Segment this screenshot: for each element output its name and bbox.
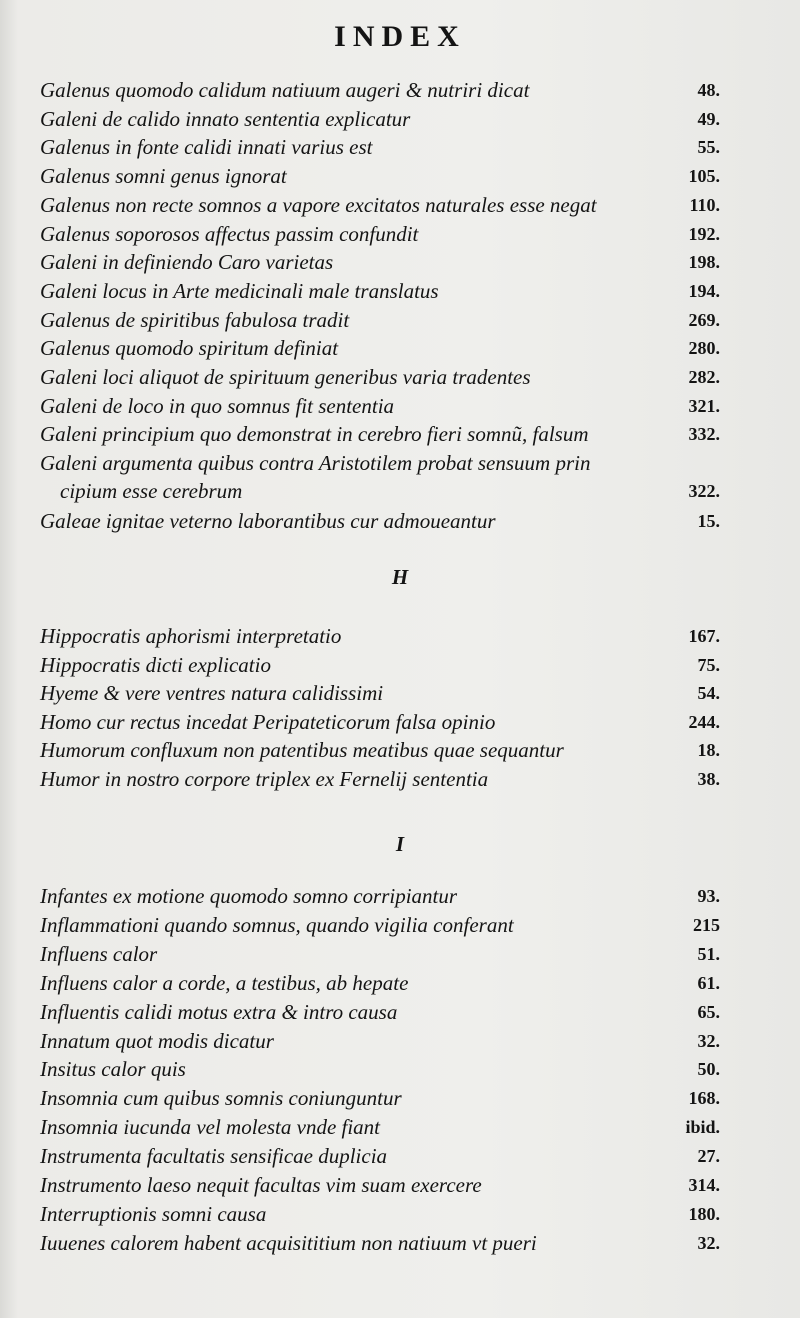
index-entry <box>40 392 720 420</box>
entry-page-number: 54. <box>697 683 720 704</box>
entry-page-number: 55. <box>697 137 720 158</box>
entry-text: Galeni in definiendo Caro varietas <box>40 250 334 275</box>
entry-page-number: 49. <box>697 108 720 129</box>
index-entry <box>40 1084 720 1112</box>
entry-text: Insitus calor quis <box>40 1057 186 1082</box>
index-entry <box>40 1113 720 1141</box>
entry-page-number: 269. <box>688 309 720 330</box>
entry-page-number: 167. <box>688 626 720 646</box>
entry-page-number: 322. <box>688 481 720 502</box>
entry-page-number: 105. <box>688 166 720 187</box>
entry-text: Hyeme & vere ventres natura calidissimi <box>40 681 384 706</box>
entry-page-number: 110. <box>689 194 720 215</box>
entry-text: Galeni principium quo demonstrat in cerebro fieri somnũ, falsum <box>40 422 589 447</box>
index-entry <box>40 1055 720 1083</box>
entry-page-number: 38. <box>697 769 720 789</box>
entry-text: Galenus in fonte calidi innati varius est <box>40 135 373 160</box>
index-entry <box>40 882 720 910</box>
entry-page-number: 65. <box>697 1001 720 1022</box>
index-entry <box>40 420 720 448</box>
index-entry <box>40 306 720 334</box>
index-entry <box>40 622 720 650</box>
entry-text: Galenus de spiritibus fabulosa tradit <box>40 307 350 332</box>
entry-page-number: 50. <box>697 1059 720 1080</box>
entry-text: Galenus soporosos affectus passim confundit <box>40 221 419 246</box>
entry-text: Humorum confluxum non patentibus meatibus quae sequantur <box>40 738 564 763</box>
index-entry <box>40 911 720 939</box>
entry-page-number: 280. <box>688 338 720 359</box>
index-entry <box>40 969 720 997</box>
section-letter-h: H <box>391 565 409 589</box>
entry-text: Galeni argumenta quibus contra Aristotilem probat sensuum prin <box>40 451 591 476</box>
entry-page-number: 215 <box>693 914 720 935</box>
section-letter-i: I <box>395 832 405 856</box>
entry-page-number: 198. <box>688 252 720 273</box>
index-entry <box>40 334 720 362</box>
index-entry <box>40 736 720 764</box>
entry-page-number: 15. <box>697 510 720 531</box>
entry-page-number: 32. <box>697 1030 720 1051</box>
entry-text: Galenus quomodo spiritum definiat <box>40 336 339 361</box>
entry-text: Inflammationi quando somnus, quando vigilia conferant <box>40 912 514 937</box>
entry-text: Galeni de calido innato sententia explicatur <box>40 106 411 131</box>
entry-page-number: 27. <box>697 1146 720 1167</box>
entry-continuation: cipium esse cerebrum <box>60 479 243 504</box>
entry-page-number: 48. <box>697 80 720 100</box>
index-entry <box>40 277 720 305</box>
index-entry <box>40 708 720 736</box>
index-entry <box>40 1200 720 1228</box>
entry-page-number: 93. <box>697 886 720 906</box>
entry-page-number: 32. <box>697 1232 720 1253</box>
index-entry <box>40 105 720 133</box>
entry-text: Insomnia iucunda vel molesta vnde fiant <box>40 1115 381 1140</box>
entry-page-number: 168. <box>688 1088 720 1109</box>
entry-page-number: 75. <box>697 654 720 675</box>
entry-text: Infantes ex motione quomodo somno corripiantur <box>40 884 458 908</box>
entry-text: Homo cur rectus incedat Peripateticorum falsa opinio <box>40 709 496 734</box>
index-entry <box>40 1142 720 1170</box>
entry-page-number: 51. <box>697 943 720 964</box>
entry-text: Galenus non recte somnos a vapore excitatos naturales esse negat <box>40 192 597 217</box>
index-entry <box>40 248 720 276</box>
entry-page-number: 332. <box>688 424 720 445</box>
index-entry <box>40 363 720 391</box>
entry-text: Influens calor <box>40 941 158 966</box>
index-entry <box>40 191 720 219</box>
entry-page-number: 244. <box>688 711 720 732</box>
entry-page-number: ibid. <box>685 1117 720 1138</box>
entry-page-number: 282. <box>688 367 720 387</box>
entry-text: Innatum quot modis dicatur <box>40 1028 274 1053</box>
page-header: INDEX <box>334 20 466 53</box>
entry-text: Instrumento laeso nequit facultas vim suam exercere <box>40 1173 482 1197</box>
entry-text: Influens calor a corde, a testibus, ab hepate <box>40 970 409 995</box>
index-entry <box>40 76 720 104</box>
entry-page-number: 314. <box>688 1175 720 1195</box>
index-entry <box>40 507 720 535</box>
index-entry <box>40 1027 720 1055</box>
entry-page-number: 18. <box>697 740 720 761</box>
index-entry <box>40 220 720 248</box>
entry-page-number: 321. <box>688 395 720 416</box>
entry-page-number: 192. <box>688 223 720 244</box>
index-entry <box>40 765 720 793</box>
entry-text: Galenus quomodo calidum natiuum augeri & nutriri dicat <box>40 78 530 102</box>
entry-text: Hippocratis dicti explicatio <box>40 652 271 677</box>
index-entry <box>40 162 720 190</box>
index-entry <box>40 133 720 161</box>
index-entry <box>40 449 720 504</box>
entry-page-number: 180. <box>688 1203 720 1224</box>
entry-text: Galenus somni genus ignorat <box>40 164 287 189</box>
index-entry <box>40 998 720 1026</box>
entry-text: Insomnia cum quibus somnis coniunguntur <box>40 1086 402 1111</box>
index-entry <box>40 651 720 679</box>
index-entry <box>40 679 720 707</box>
entry-text: Iuuenes calorem habent acquisititium non natiuum vt pueri <box>40 1230 537 1255</box>
index-entry <box>40 1171 720 1199</box>
entry-page-number: 61. <box>697 972 720 993</box>
entry-text: Hippocratis aphorismi interpretatio <box>40 624 342 648</box>
entry-text: Galeni loci aliquot de spirituum generibus varia tradentes <box>40 365 531 389</box>
entry-text: Humor in nostro corpore triplex ex Fernelij sententia <box>40 767 489 791</box>
index-entry <box>40 1229 720 1257</box>
entry-page-number: 194. <box>688 280 720 301</box>
entry-text: Galeni de loco in quo somnus fit sententia <box>40 393 395 418</box>
entry-text: Interruptionis somni causa <box>40 1201 267 1226</box>
entry-text: Instrumenta facultatis sensificae duplicia <box>40 1144 388 1169</box>
entry-text: Influentis calidi motus extra & intro causa <box>40 999 398 1024</box>
entry-text: Galeni locus in Arte medicinali male translatus <box>40 278 439 303</box>
index-entry <box>40 940 720 968</box>
entry-text: Galeae ignitae veterno laborantibus cur admoueantur <box>40 508 496 533</box>
